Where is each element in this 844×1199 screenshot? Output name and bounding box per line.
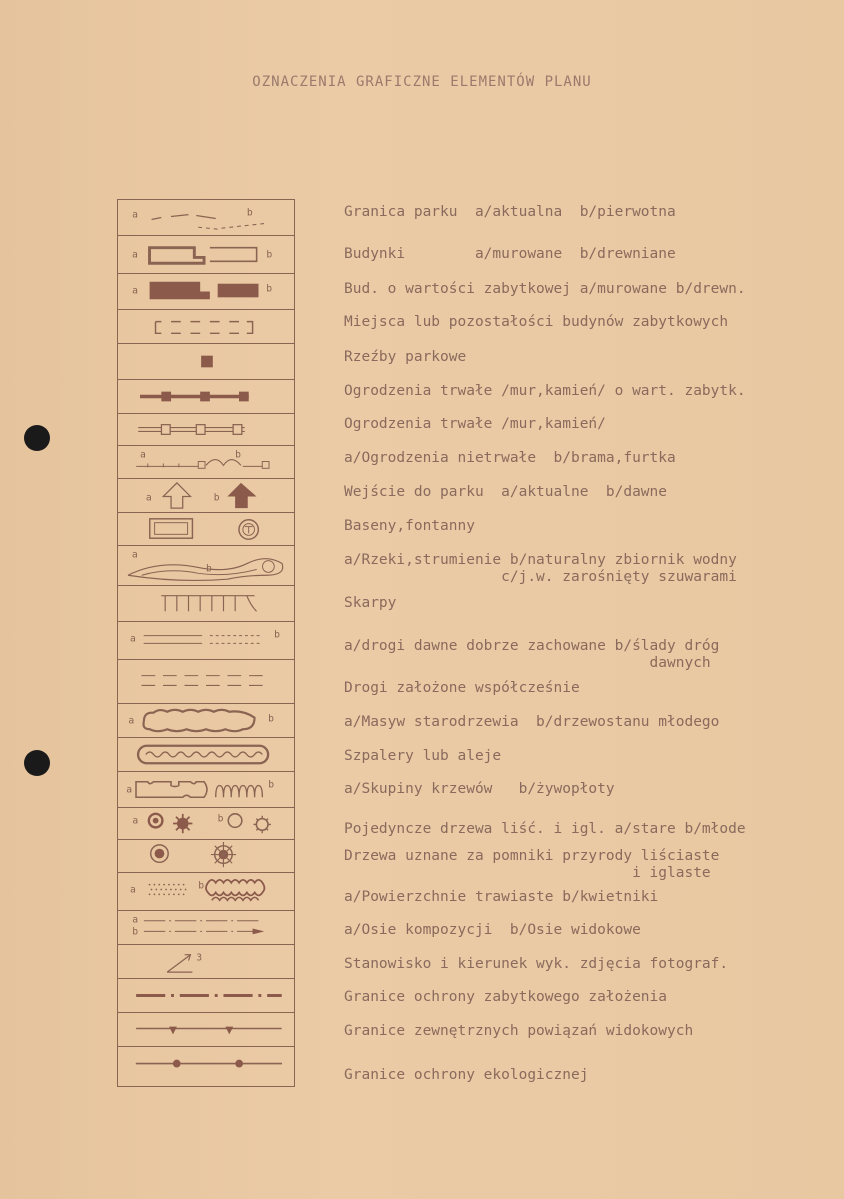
svg-text:a: a — [140, 449, 146, 461]
legend-description: a/Masyw starodrzewia b/drzewostanu młodego — [344, 714, 720, 730]
svg-text:b: b — [235, 449, 241, 461]
legend-description: Budynki a/murowane b/drewniane — [344, 246, 676, 262]
legend-description: Granice zewnętrznych powiązań widokowych — [344, 1023, 694, 1039]
legend-description: Granice ochrony ekologicznej — [344, 1067, 589, 1083]
svg-text:a: a — [132, 815, 139, 827]
legend-description: Szpalery lub aleje — [344, 748, 502, 764]
river-pond-icon — [118, 546, 294, 586]
slope-icon — [118, 586, 294, 622]
pool-fountain-icon — [118, 513, 294, 546]
legend-description: a/drogi dawne dobrze zachowane b/ślady dróg dawnych — [344, 638, 720, 671]
svg-text:3: 3 — [196, 952, 203, 964]
legend-description: a/Ogrodzenia nietrwałe b/brama,furtka — [344, 450, 676, 466]
page-title: OZNACZENIA GRAFICZNE ELEMENTÓW PLANU — [252, 74, 592, 90]
legend-description: Wejście do parku a/aktualne b/dawne — [344, 484, 668, 500]
svg-text:b: b — [213, 492, 220, 504]
single-trees-icon — [118, 808, 294, 840]
legend-description: a/Rzeki,strumienie b/naturalny zbiornik wodny c/j.w. zarośnięty szuwarami — [344, 552, 737, 585]
composition-axes-icon — [118, 911, 294, 945]
svg-text:a: a — [130, 884, 136, 896]
svg-text:a: a — [128, 715, 135, 727]
legend-description: Ogrodzenia trwałe /mur,kamień/ — [344, 416, 606, 432]
heritage-fence-icon — [118, 380, 294, 414]
legend-description: Miejsca lub pozostałości budynów zabytkowych — [344, 314, 729, 330]
svg-text:a: a — [132, 249, 138, 261]
svg-text:b: b — [274, 629, 281, 641]
svg-text:a: a — [132, 285, 138, 297]
park-boundary-icon — [118, 200, 294, 236]
legend-description: a/Powierzchnie trawiaste b/kwietniki — [344, 889, 659, 905]
punch-hole — [24, 750, 50, 776]
svg-text:a: a — [131, 549, 138, 561]
legend-description: Ogrodzenia trwałe /mur,kamień/ o wart. zabytk. — [344, 383, 746, 399]
legend-description: a/Skupiny krzewów b/żywopłoty — [344, 781, 615, 797]
svg-text:b: b — [266, 283, 273, 295]
svg-text:a: a — [145, 492, 152, 504]
ecological-protection-line-icon — [118, 1047, 294, 1087]
alley-icon — [118, 738, 294, 772]
legend-description: Skarpy — [344, 595, 397, 611]
svg-text:a: a — [132, 914, 139, 926]
svg-text:a: a — [130, 633, 136, 645]
svg-text:b: b — [206, 563, 212, 575]
svg-text:b: b — [266, 249, 273, 261]
svg-text:a: a — [132, 209, 138, 221]
building-remains-icon — [118, 310, 294, 344]
legend-description: Bud. o wartości zabytkowej a/murowane b/drewn. — [344, 281, 746, 297]
legend-symbol-table — [117, 199, 295, 1087]
tree-mass-icon — [118, 704, 294, 738]
svg-text:b: b — [268, 779, 275, 791]
legend-description: Stanowisko i kierunek wyk. zdjęcia fotograf. — [344, 956, 729, 972]
legend-description: Granice ochrony zabytkowego założenia — [344, 989, 668, 1005]
svg-text:b: b — [198, 880, 205, 892]
building-outline-icon — [118, 236, 294, 274]
park-entrance-icon — [118, 479, 294, 513]
shrubs-hedge-icon — [118, 772, 294, 808]
legend-description: a/Osie kompozycji b/Osie widokowe — [344, 922, 641, 938]
heritage-building-icon — [118, 274, 294, 310]
svg-text:b: b — [268, 713, 274, 725]
svg-text:a: a — [126, 784, 133, 796]
photo-station-icon — [118, 945, 294, 979]
legend-description: Drzewa uznane za pomniki przyrody liściaste i iglaste — [344, 848, 720, 881]
old-roads-icon — [118, 622, 294, 660]
heritage-protection-line-icon — [118, 979, 294, 1013]
svg-text:b: b — [246, 207, 253, 219]
legend-description: Granica parku a/aktualna b/pierwotna — [344, 204, 676, 220]
view-links-line-icon — [118, 1013, 294, 1047]
punch-hole — [24, 425, 50, 451]
modern-roads-icon — [118, 660, 294, 704]
svg-text:b: b — [217, 813, 224, 825]
permanent-fence-icon — [118, 414, 294, 446]
lawn-flowerbed-icon — [118, 873, 294, 911]
svg-text:b: b — [132, 926, 139, 938]
temporary-fence-gate-icon — [118, 446, 294, 479]
sculpture-icon — [118, 344, 294, 380]
legend-description: Drogi założone współcześnie — [344, 680, 580, 696]
legend-description: Rzeźby parkowe — [344, 349, 467, 365]
legend-description: Pojedyncze drzewa liść. i igl. a/stare b/młode — [344, 821, 746, 837]
legend-description: Baseny,fontanny — [344, 518, 475, 534]
nature-monument-icon — [118, 840, 294, 873]
